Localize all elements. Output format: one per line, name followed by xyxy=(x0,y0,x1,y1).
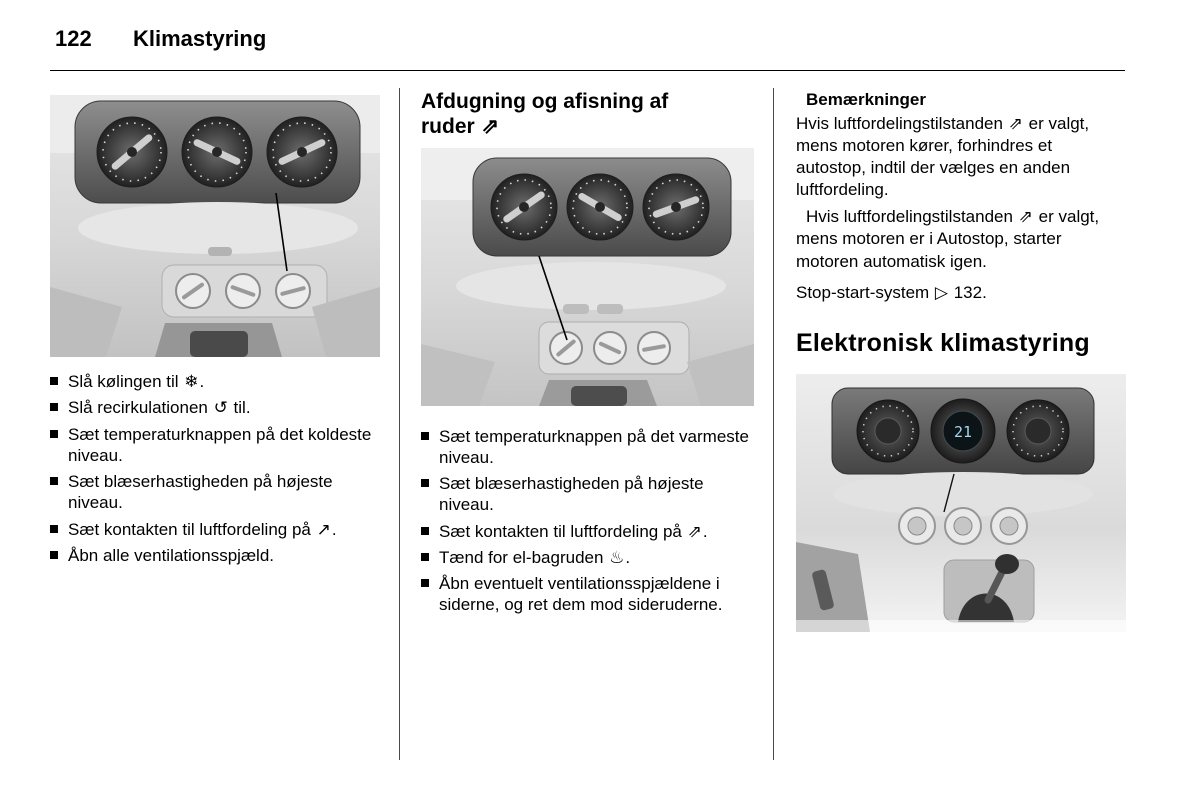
bullet-text: Sæt blæserhastigheden på højeste niveau. xyxy=(68,472,333,513)
list-item xyxy=(50,424,380,467)
chapter-title: Klimastyring xyxy=(133,26,267,51)
cross-reference xyxy=(796,283,1126,303)
bullet-text: Tænd for el-bagruden xyxy=(439,547,609,567)
figure-electronic-climate-controls xyxy=(796,374,1126,632)
list-item xyxy=(50,371,380,392)
bullet-text: . xyxy=(331,519,337,539)
bullet-marker xyxy=(50,477,58,485)
bullet-text: Sæt blæserhastigheden på højeste niveau. xyxy=(439,474,704,515)
recirculation-icon: ↺ xyxy=(213,398,228,418)
bullet-text: . xyxy=(625,547,631,567)
instruction-list xyxy=(421,426,754,616)
gear-shifter xyxy=(944,554,1034,622)
bullet-marker xyxy=(421,553,429,561)
cooling-icon: ❄ xyxy=(184,372,199,391)
temperature-display: 21 xyxy=(953,422,973,441)
fan-speed-knob-icon xyxy=(182,117,252,187)
electronic-climate-panel xyxy=(832,388,1094,474)
list-item xyxy=(50,519,380,540)
bullet-marker xyxy=(50,377,58,385)
temperature-display-knob-icon xyxy=(931,399,995,463)
right-control-knob-icon xyxy=(1007,400,1069,462)
bullet-text: Åbn eventuelt ventilationsspjældene i siderne, og ret dem mod sideruderne. xyxy=(439,574,723,615)
bullet-text: . xyxy=(702,521,708,541)
reference-text: Stop-start-system xyxy=(796,282,934,302)
column-divider xyxy=(399,88,400,760)
reference-text: 132. xyxy=(949,282,987,302)
bullet-marker xyxy=(421,527,429,535)
left-control-knob-icon xyxy=(857,400,919,462)
column-middle xyxy=(421,90,754,621)
notes-title: Bemærkninger xyxy=(806,90,926,109)
bullet-marker xyxy=(421,479,429,487)
figure-demisting-controls xyxy=(421,148,754,406)
page-number: 122 xyxy=(55,26,92,51)
rear-defrost-icon: ♨ xyxy=(609,547,625,567)
bullet-marker xyxy=(421,432,429,440)
list-item xyxy=(421,547,754,568)
temperature-knob-icon xyxy=(491,174,557,240)
manual-climate-controls-image xyxy=(50,95,380,357)
air-vents-icon: ↗ xyxy=(316,519,331,539)
list-item xyxy=(421,473,754,516)
note-text: Hvis luftfordelingstilstanden xyxy=(796,114,1008,133)
note-text: er valgt, mens motoren er i Autostop, starter motoren automatisk igen. xyxy=(796,207,1100,271)
page-ref-arrow-icon: ▷ xyxy=(934,282,948,302)
section-heading-electronic: Elektronisk klimastyring xyxy=(796,328,1090,357)
list-item xyxy=(50,471,380,514)
fan-speed-knob-icon xyxy=(567,174,633,240)
instruction-list xyxy=(50,371,380,566)
bullet-text: Sæt kontakten til luftfordeling på xyxy=(68,519,316,539)
bullet-marker xyxy=(421,579,429,587)
note-paragraph xyxy=(796,113,1126,201)
bullet-text: Slå recirkulationen xyxy=(68,398,213,418)
air-windscreen-icon: ⇗ xyxy=(1008,114,1023,133)
column-left xyxy=(50,95,380,571)
list-item xyxy=(421,521,754,542)
bullet-text: . xyxy=(199,372,205,391)
air-windscreen-icon: ⇗ xyxy=(1018,207,1033,227)
bullet-marker xyxy=(50,551,58,559)
air-distribution-knob-icon xyxy=(267,117,337,187)
list-item xyxy=(50,545,380,566)
electronic-climate-controls-image xyxy=(796,374,1126,632)
bullet-text: Åbn alle ventilationsspjæld. xyxy=(68,545,275,565)
list-item xyxy=(421,426,754,469)
bullet-text: Slå kølingen til xyxy=(68,372,184,391)
air-windscreen-icon: ⇗ xyxy=(481,114,500,138)
air-distribution-knob-icon xyxy=(643,174,709,240)
note-paragraph xyxy=(796,206,1126,272)
bullet-marker xyxy=(50,430,58,438)
section-heading-demisting xyxy=(421,90,721,140)
bullet-text: Sæt kontakten til luftfordeling på xyxy=(439,521,687,541)
header-rule xyxy=(50,70,1125,71)
note-text: er valgt, mens motoren kører, forhindres et autostop, indtil der vælges en anden luftfordeling. xyxy=(796,114,1090,200)
bullet-text: Sæt temperaturknappen på det koldeste niveau. xyxy=(68,424,372,465)
temperature-knob-icon xyxy=(97,117,167,187)
heading-text: Afdugning og afisning af ruder xyxy=(421,90,669,138)
climate-panel xyxy=(75,101,360,203)
demisting-controls-image xyxy=(421,148,754,406)
bullet-text: Sæt temperaturknappen på det varmeste niveau. xyxy=(439,426,749,467)
climate-panel xyxy=(473,158,731,256)
console-round-vents xyxy=(899,508,1027,544)
bullet-marker xyxy=(50,403,58,411)
bullet-text: til. xyxy=(228,398,251,418)
column-divider xyxy=(773,88,774,760)
bullet-marker xyxy=(50,525,58,533)
note-text: Hvis luftfordelingstilstanden xyxy=(806,207,1018,227)
list-item xyxy=(421,573,754,616)
console-small-controls xyxy=(162,265,327,317)
list-item xyxy=(50,397,380,418)
figure-manual-climate-controls xyxy=(50,95,380,357)
air-windscreen-icon: ⇗ xyxy=(687,521,702,541)
console-small-controls xyxy=(539,322,689,374)
column-right xyxy=(796,90,1126,632)
